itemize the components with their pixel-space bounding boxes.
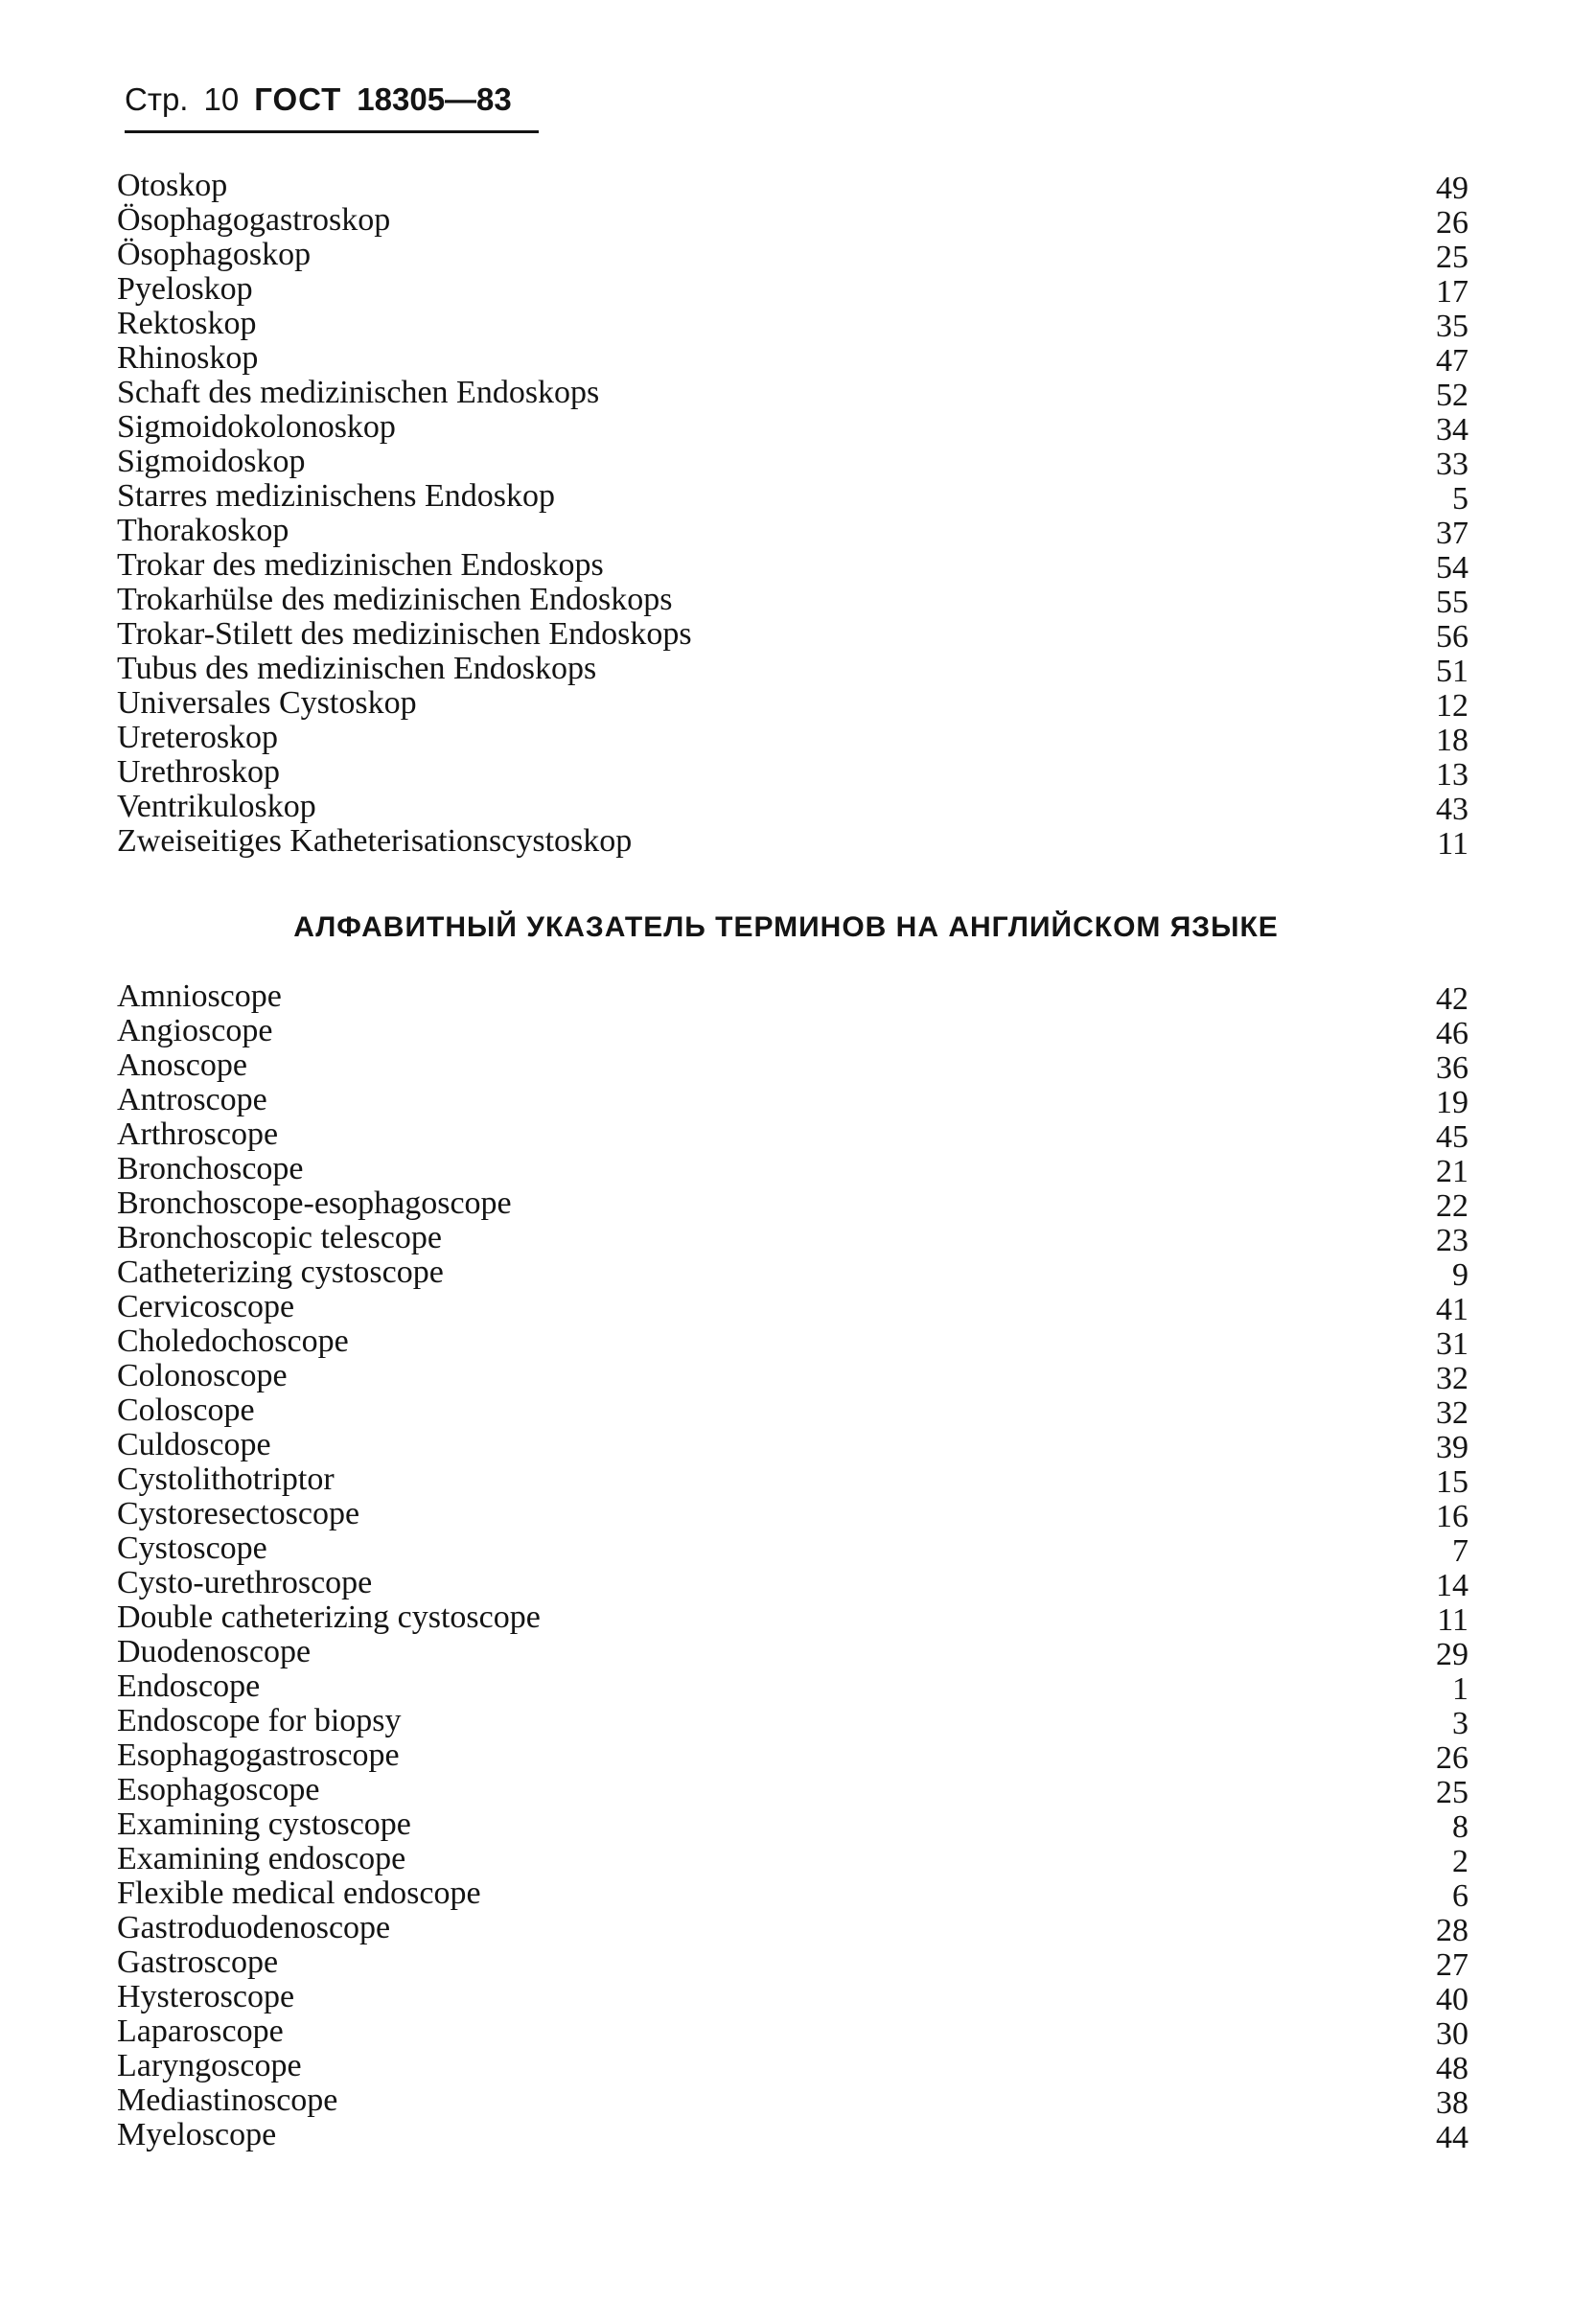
index-term: Myeloscope [117,2117,277,2152]
page-label: Стр. [125,81,189,117]
index-term: Choledochoscope [117,1323,349,1359]
index-term-number: 18 [1436,723,1468,758]
index-entry [117,2082,1468,2121]
index-entry [117,1703,1468,1741]
index-term-number: 8 [1452,1809,1468,1845]
index-term-number: 1 [1452,1671,1468,1707]
page-header [125,81,512,119]
index-entry [117,2048,1468,2086]
index-term: Anoscope [117,1047,247,1083]
index-term-number: 51 [1436,654,1468,689]
index-entry [117,547,1468,586]
index-entry [117,789,1468,827]
index-entry [117,271,1468,310]
index-term: Hysteroscope [117,1979,295,2014]
index-term: Schaft des medizinischen Endoskops [117,375,600,410]
index-entry [117,340,1468,379]
page-number: 10 [203,81,240,117]
index-term-number: 55 [1436,585,1468,620]
index-term: Amnioscope [117,978,282,1014]
index-term: Cysto-urethroscope [117,1565,373,1600]
index-entry [117,1461,1468,1500]
index-term: Gastroscope [117,1944,279,1980]
index-term: Tubus des medizinischen Endoskops [117,651,597,686]
index-term-number: 13 [1436,757,1468,793]
index-term-number: 43 [1436,792,1468,827]
index-entry [117,1496,1468,1534]
index-term-number: 5 [1452,481,1468,517]
index-term: Antroscope [117,1082,267,1117]
index-term-number: 36 [1436,1050,1468,1086]
index-term-number: 25 [1436,240,1468,275]
index-entry [117,1599,1468,1638]
index-term: Colonoscope [117,1358,288,1393]
index-term-number: 26 [1436,1740,1468,1776]
index-entry [117,685,1468,724]
index-term: Laparoscope [117,2013,284,2049]
index-term: Starres medizinischens Endoskop [117,478,556,514]
index-term-number: 38 [1436,2085,1468,2121]
index-term: Double catheterizing cystoscope [117,1599,541,1635]
index-entry [117,1427,1468,1465]
standard-label: ГОСТ [254,81,342,117]
index-entry [117,1737,1468,1776]
index-term-number: 40 [1436,1982,1468,2017]
index-term: Culdoscope [117,1427,271,1462]
index-entry [117,616,1468,655]
index-term: Urethroskop [117,754,280,790]
index-term: Rektoskop [117,306,257,341]
index-term: Trokar des medizinischen Endoskops [117,547,604,583]
index-term: Bronchoscope-esophagoscope [117,1185,512,1221]
index-term: Gastroduodenoscope [117,1910,391,1945]
index-term: Duodenoscope [117,1634,312,1669]
english-index-list [117,978,1468,2155]
index-term-number: 37 [1436,516,1468,551]
index-term: Bronchoscope [117,1151,304,1186]
index-term: Bronchoscopic telescope [117,1220,442,1255]
index-entry [117,1806,1468,1845]
index-term-number: 41 [1436,1292,1468,1327]
index-term-number: 34 [1436,412,1468,448]
index-term: Angioscope [117,1013,273,1048]
index-term-number: 12 [1436,688,1468,724]
index-term: Thorakoskop [117,513,289,548]
index-term-number: 9 [1452,1257,1468,1293]
index-term: Otoskop [117,168,228,203]
index-term-number: 32 [1436,1395,1468,1431]
index-term-number: 52 [1436,378,1468,413]
index-entry [117,1289,1468,1327]
index-entry [117,582,1468,620]
index-entry [117,1082,1468,1120]
index-term-number: 7 [1452,1533,1468,1569]
index-term: Flexible medical endoscope [117,1875,481,1911]
index-term: Mediastinoscope [117,2082,338,2118]
index-term-number: 6 [1452,1878,1468,1914]
index-term-number: 3 [1452,1706,1468,1741]
index-term: Pyeloskop [117,271,253,307]
index-term-number: 47 [1436,343,1468,379]
index-term-number: 31 [1436,1326,1468,1362]
index-term-number: 17 [1436,274,1468,310]
index-entry [117,2117,1468,2155]
english-index-heading: АЛФАВИТНЫЙ УКАЗАТЕЛЬ ТЕРМИНОВ НА АНГЛИЙСКОМ ЯЗЫКЕ [293,911,1279,943]
index-entry [117,1220,1468,1258]
index-entry [117,478,1468,517]
index-term: Cystoresectoscope [117,1496,360,1531]
index-term: Rhinoskop [117,340,259,376]
index-term-number: 25 [1436,1775,1468,1810]
index-term: Coloscope [117,1392,255,1428]
index-term-number: 42 [1436,981,1468,1017]
index-term-number: 32 [1436,1361,1468,1396]
index-term: Ösophagoskop [117,237,312,272]
index-entry [117,375,1468,413]
index-entry [117,168,1468,206]
index-entry [117,1668,1468,1707]
index-term: Catheterizing cystoscope [117,1254,444,1290]
index-entry [117,1254,1468,1293]
header-rule [125,130,539,133]
index-term: Examining cystoscope [117,1806,411,1842]
index-term-number: 39 [1436,1430,1468,1465]
index-entry [117,1013,1468,1051]
index-term-number: 28 [1436,1913,1468,1948]
index-term-number: 11 [1437,826,1468,862]
index-term: Laryngoscope [117,2048,302,2083]
index-entry [117,2013,1468,2052]
standard-number: 18305—83 [357,81,512,117]
index-term: Universales Cystoskop [117,685,417,721]
index-entry [117,409,1468,448]
index-entry [117,202,1468,241]
index-entry [117,237,1468,275]
index-term: Arthroscope [117,1116,279,1152]
index-entry [117,1910,1468,1948]
index-entry [117,306,1468,344]
index-term-number: 23 [1436,1223,1468,1258]
german-index-list [117,168,1468,862]
index-entry [117,651,1468,689]
index-term: Zweiseitiges Katheterisationscystoskop [117,823,633,859]
index-term-number: 15 [1436,1464,1468,1500]
index-entry [117,1116,1468,1155]
index-term-number: 35 [1436,309,1468,344]
index-entry [117,1841,1468,1879]
index-term-number: 26 [1436,205,1468,241]
index-term: Ventrikuloskop [117,789,316,824]
index-entry [117,1530,1468,1569]
index-term: Esophagoscope [117,1772,320,1807]
index-term-number: 56 [1436,619,1468,655]
index-entry [117,1565,1468,1603]
index-term-number: 44 [1436,2120,1468,2155]
index-term-number: 16 [1436,1499,1468,1534]
index-term-number: 11 [1437,1602,1468,1638]
index-entry [117,754,1468,793]
index-term: Trokar-Stilett des medizinischen Endoskops [117,616,692,652]
index-term-number: 46 [1436,1016,1468,1051]
index-term: Ureteroskop [117,720,279,755]
index-entry [117,1185,1468,1224]
index-term-number: 14 [1436,1568,1468,1603]
index-entry [117,1772,1468,1810]
index-entry [117,513,1468,551]
index-term: Cystolithotriptor [117,1461,335,1497]
index-term: Trokarhülse des medizinischen Endoskops [117,582,673,617]
index-term-number: 48 [1436,2051,1468,2086]
index-term-number: 27 [1436,1947,1468,1983]
index-entry [117,1944,1468,1983]
index-term-number: 2 [1452,1844,1468,1879]
index-entry [117,444,1468,482]
index-term: Endoscope for biopsy [117,1703,402,1738]
index-term-number: 30 [1436,2016,1468,2052]
index-term-number: 22 [1436,1188,1468,1224]
index-entry [117,1047,1468,1086]
index-term: Endoscope [117,1668,261,1704]
index-entry [117,1323,1468,1362]
index-term: Sigmoidoskop [117,444,306,479]
index-entry [117,720,1468,758]
index-term-number: 19 [1436,1085,1468,1120]
index-term: Sigmoidokolonoskop [117,409,396,445]
index-term: Ösophagogastroskop [117,202,391,238]
index-entry [117,978,1468,1017]
index-entry [117,1875,1468,1914]
index-term: Esophagogastroscope [117,1737,400,1773]
index-term-number: 33 [1436,447,1468,482]
index-term-number: 21 [1436,1154,1468,1189]
index-term-number: 54 [1436,550,1468,586]
index-entry [117,1634,1468,1672]
index-term: Examining endoscope [117,1841,406,1876]
index-entry [117,1979,1468,2017]
index-entry [117,1392,1468,1431]
index-entry [117,1151,1468,1189]
index-term: Cystoscope [117,1530,267,1566]
index-term-number: 45 [1436,1119,1468,1155]
index-term: Cervicoscope [117,1289,295,1324]
index-term-number: 29 [1436,1637,1468,1672]
index-entry [117,823,1468,862]
index-entry [117,1358,1468,1396]
index-term-number: 49 [1436,171,1468,206]
